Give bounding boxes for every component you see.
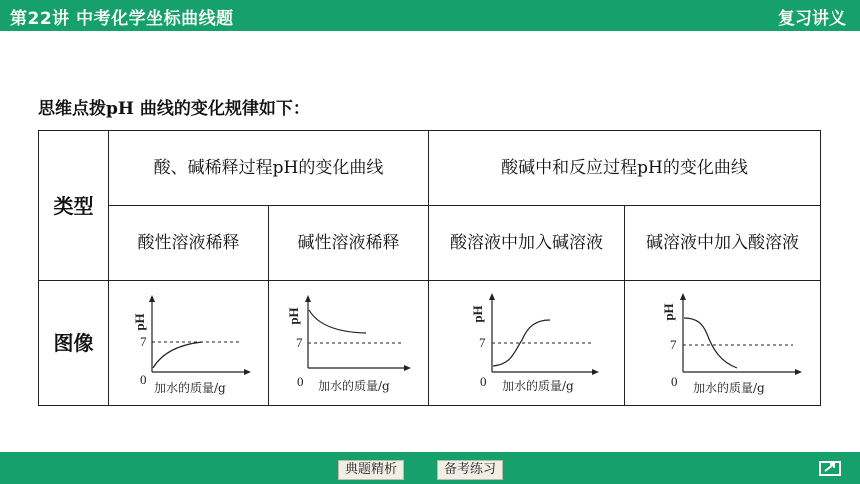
origin-label: 0: [139, 372, 146, 387]
x-axis-label: 加水的质量/g: [153, 381, 226, 395]
seven-label: 7: [669, 337, 676, 352]
bottom-bar: [0, 452, 860, 484]
sub-base-plus-acid: [625, 206, 821, 281]
seven-label: 7: [478, 335, 485, 350]
seven-label: 7: [139, 334, 146, 349]
acid-dilution-curve: [153, 342, 202, 368]
y-axis-label: pH: [285, 307, 301, 325]
sub-acid-plus-base: [429, 206, 625, 281]
neutralization-group-header: 酸碱中和反应过程pH的变化曲线: [429, 131, 821, 206]
y-axis-label: pH: [660, 303, 676, 321]
x-axis-label: 加水的质量/g: [317, 379, 390, 393]
sub-acid-plus-base-text: 酸溶液中加入碱溶液: [450, 233, 603, 253]
next-page-icon[interactable]: [818, 458, 846, 478]
graph-cell-acid-dilution: [109, 281, 269, 406]
graph-cell-base-plus-acid: [625, 281, 821, 406]
acid-plus-base-graph: [442, 288, 612, 398]
top-banner: [0, 0, 860, 31]
base-plus-acid-graph: [633, 288, 813, 398]
x-axis-label: 加水的质量/g: [501, 379, 574, 393]
sub-base-plus-acid-text: 碱溶液中加入酸溶液: [646, 233, 799, 253]
image-label: 图像: [39, 281, 109, 406]
graph-cell-acid-plus-base: [429, 281, 625, 406]
dilution-group-header: [109, 131, 429, 206]
base-dilution-curve: [309, 310, 366, 333]
acid-dilution-graph: [114, 288, 264, 398]
origin-label: 0: [296, 374, 303, 389]
y-axis-label: pH: [469, 305, 485, 323]
origin-label: 0: [479, 374, 486, 389]
intro-text: 思维点拨pH 曲线的变化规律如下：: [38, 99, 310, 119]
ph-curve-table: [38, 130, 821, 406]
example-analysis-button[interactable]: 典题精析: [338, 460, 404, 480]
base-dilution-graph: [274, 288, 424, 398]
base-plus-acid-curve: [684, 318, 737, 368]
practice-button[interactable]: 备考练习: [437, 460, 503, 480]
sub-acid-dilution: [109, 206, 269, 281]
seven-label: 7: [295, 335, 302, 350]
x-axis-label: 加水的质量/g: [692, 381, 765, 395]
dilution-group-text: 酸、碱稀释过程pH的变化曲线: [153, 158, 384, 178]
section-title: 复习讲义: [778, 9, 846, 29]
sub-acid-dilution-text: 酸性溶液稀释: [137, 233, 240, 253]
sub-base-dilution: [269, 206, 429, 281]
origin-label: 0: [670, 374, 677, 389]
sub-base-dilution-text: 碱性溶液稀释: [297, 233, 400, 253]
graph-cell-base-dilution: [269, 281, 429, 406]
lesson-title: 第22讲 中考化学坐标曲线题: [10, 9, 234, 29]
type-label: 类型: [39, 131, 109, 281]
y-axis-label: pH: [131, 313, 147, 331]
